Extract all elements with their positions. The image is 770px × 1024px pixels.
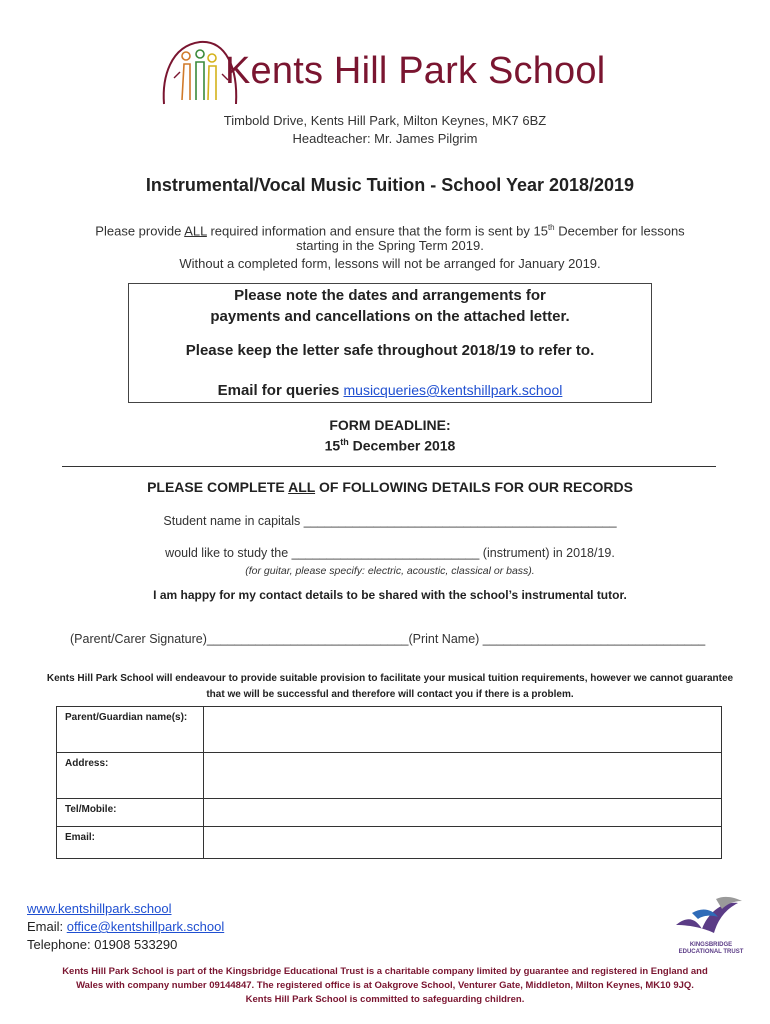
deadline-date: 15th December 2018 — [324, 437, 456, 454]
signature-field[interactable]: (Parent/Carer Signature)_____________________________(Print Name) ________________________________ — [70, 632, 706, 646]
school-name: Kents Hill Park School — [225, 50, 606, 92]
instrument-hint: (for guitar, please specify: electric, acoustic, classical or bass). — [245, 565, 535, 577]
table-row — [57, 707, 722, 753]
address-label: Address: — [57, 753, 204, 799]
address-input[interactable] — [204, 753, 722, 799]
complete-heading: PLEASE COMPLETE ALL OF FOLLOWING DETAILS FOR OUR RECORDS — [147, 479, 633, 495]
notice-line-3: Please keep the letter safe throughout 2018/19 to refer to. — [185, 342, 595, 359]
notice-line-1: Please note the dates and arrangements for — [234, 287, 546, 304]
table-row — [57, 753, 722, 799]
legal-notice: Kents Hill Park School is part of the Kingsbridge Educational Trust is a charitable company limited by guarantee and registered in England and Wales with company number 09144847. The registered office is at Oakgrove School, Venturer Gate, Middleton, Milton Keynes, MK10 9JQ. Kents Hill Park School is committed to safeguarding children. — [62, 966, 708, 1005]
queries-email-link[interactable]: musicqueries@kentshillpark.school — [343, 382, 563, 398]
footer-contacts: www.kentshillpark.school Email: office@kentshillpark.school Telephone: 01908 533290 — [27, 901, 225, 952]
table-row — [57, 799, 722, 827]
email-label: Email for queries — [217, 382, 344, 399]
school-address: Timbold Drive, Kents Hill Park, Milton Keynes, MK7 6BZ — [223, 113, 547, 128]
intro-line-1: Please provide ALL required information and ensure that the form is sent by 15th December for lessons — [95, 223, 685, 239]
consent-statement: I am happy for my contact details to be shared with the school’s instrumental tutor. — [153, 588, 627, 602]
tel-input[interactable] — [204, 799, 722, 827]
website-link[interactable]: www.kentshillpark.school — [27, 901, 172, 916]
table-row — [57, 827, 722, 859]
email-label: Email: — [57, 827, 204, 859]
intro-line-2: starting in the Spring Term 2019. — [296, 238, 484, 253]
page-title: Instrumental/Vocal Music Tuition - School Year 2018/2019 — [145, 175, 635, 195]
headteacher: Headteacher: Mr. James Pilgrim — [292, 131, 478, 146]
parent-name-label: Parent/Guardian name(s): — [57, 707, 204, 753]
trust-name: KINGSBRIDGE EDUCATIONAL TRUST — [678, 942, 744, 955]
telephone: Telephone: 01908 533290 — [27, 937, 178, 952]
deadline-label: FORM DEADLINE: — [329, 417, 451, 433]
notice-email-line — [0, 382, 770, 399]
contact-details-table — [56, 706, 722, 859]
intro-line-3: Without a completed form, lessons will not be arranged for January 2019. — [179, 256, 601, 271]
tel-label: Tel/Mobile: — [57, 799, 204, 827]
student-name-field[interactable]: Student name in capitals _____________________________________________ — [163, 514, 617, 528]
notice-line-2: payments and cancellations on the attached letter. — [210, 308, 570, 325]
parent-name-input[interactable] — [204, 707, 722, 753]
office-email-link[interactable]: office@kentshillpark.school — [66, 919, 225, 934]
instrument-field[interactable]: would like to study the ___________________________ (instrument) in 2018/19. — [165, 546, 615, 560]
email-input[interactable] — [204, 827, 722, 859]
divider — [62, 466, 716, 467]
endeavour-note: Kents Hill Park School will endeavour to provide suitable provision to facilitate your musical tuition requirements, however we cannot guarantee that we will be successful and therefore will contact you if there is a problem. — [46, 673, 734, 700]
all-emphasis: ALL — [184, 223, 207, 239]
